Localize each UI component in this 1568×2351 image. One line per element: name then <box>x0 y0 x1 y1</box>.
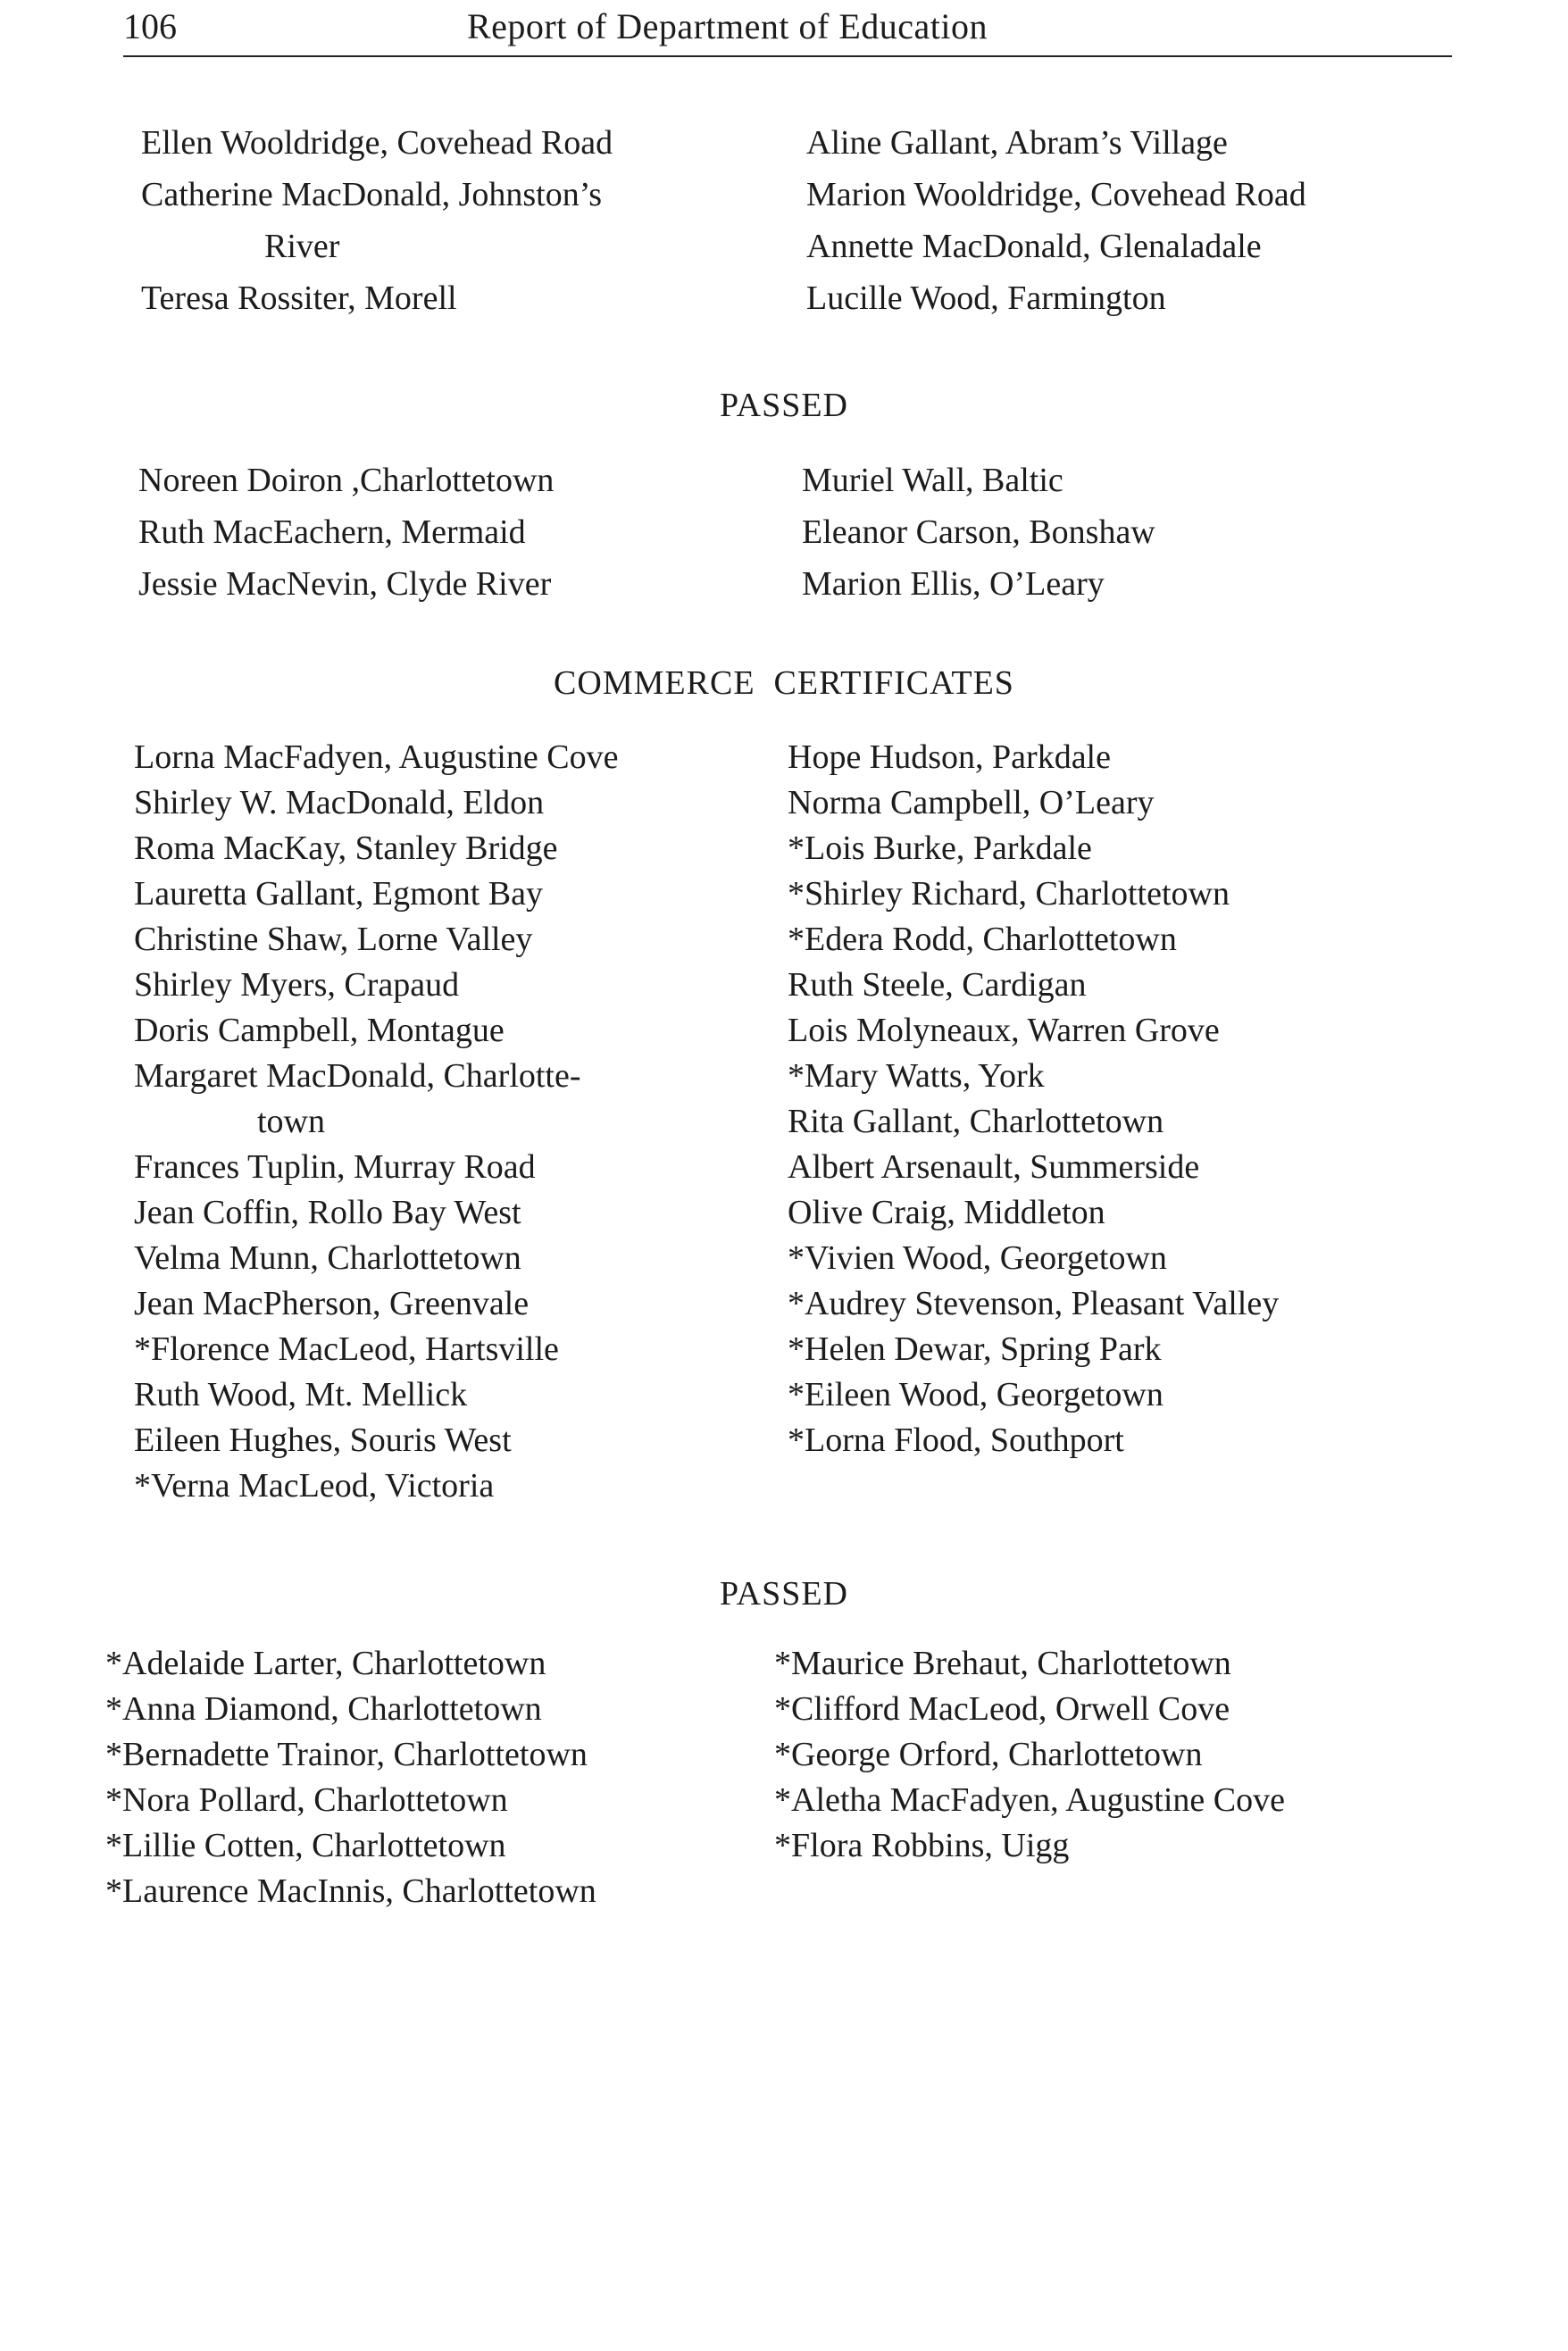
name-entry: Lorna MacFadyen, Augustine Cove <box>134 738 619 776</box>
passed-1-right-column <box>802 454 1155 610</box>
commerce-left-column <box>134 735 618 1509</box>
name-entry: *Audrey Stevenson, Pleasant Valley <box>788 1285 1280 1322</box>
name-entry: Shirley Myers, Crapaud <box>134 966 460 1004</box>
name-entry: *Anna Diamond, Charlottetown <box>105 1690 542 1728</box>
name-entry: Roma MacKay, Stanley Bridge <box>134 830 558 867</box>
name-entry: Ruth MacEachern, Mermaid <box>138 513 526 551</box>
name-entry: Annette MacDonald, Glenaladale <box>806 228 1262 265</box>
name-entry: Frances Tuplin, Murray Road <box>134 1148 536 1186</box>
name-entry: *Laurence MacInnis, Charlottetown <box>105 1872 596 1910</box>
name-entry: Marion Wooldridge, Covehead Road <box>806 176 1306 213</box>
name-entry: Eileen Hughes, Souris West <box>134 1421 512 1459</box>
name-entry: *Adelaide Larter, Charlottetown <box>105 1645 546 1682</box>
top-list-left-column <box>141 117 613 324</box>
name-entry: Lucille Wood, Farmington <box>806 279 1166 317</box>
name-entry: Ruth Wood, Mt. Mellick <box>134 1376 468 1413</box>
name-entry: Rita Gallant, Charlottetown <box>788 1103 1164 1140</box>
name-entry: Lois Molyneaux, Warren Grove <box>788 1012 1220 1049</box>
name-entry: *Edera Rodd, Charlottetown <box>788 921 1177 958</box>
passed-heading-2: PASSED <box>719 1575 848 1613</box>
name-entry: Olive Craig, Middleton <box>788 1194 1105 1231</box>
name-entry: *Bernadette Trainor, Charlottetown <box>105 1736 588 1773</box>
name-entry: Eleanor Carson, Bonshaw <box>802 513 1155 551</box>
name-entry: Ruth Steele, Cardigan <box>788 966 1087 1004</box>
name-entry: Hope Hudson, Parkdale <box>788 738 1111 776</box>
passed-2-right-column <box>774 1641 1285 1869</box>
name-entry: *Flora Robbins, Uigg <box>774 1827 1070 1864</box>
name-entry: *Verna MacLeod, Victoria <box>134 1467 495 1505</box>
passed-1-left-column <box>138 454 554 610</box>
name-entry: *Shirley Richard, Charlottetown <box>788 875 1230 913</box>
name-entry: *Lois Burke, Parkdale <box>788 830 1092 867</box>
name-entry: *Aletha MacFadyen, Augustine Cove <box>774 1781 1286 1819</box>
entry-continuation: town <box>257 1103 325 1140</box>
name-entry: Lauretta Gallant, Egmont Bay <box>134 875 543 913</box>
entry-continuation: River <box>264 228 340 265</box>
name-entry: Christine Shaw, Lorne Valley <box>134 921 533 958</box>
name-entry: Shirley W. MacDonald, Eldon <box>134 784 545 821</box>
name-entry: Doris Campbell, Montague <box>134 1012 505 1049</box>
passed-heading-1: PASSED <box>719 387 848 424</box>
name-entry: Catherine MacDonald, Johnston’s <box>141 176 603 213</box>
name-entry: Teresa Rossiter, Morell <box>141 279 457 317</box>
name-entry: Ellen Wooldridge, Covehead Road <box>141 124 613 162</box>
page-number: 106 <box>123 6 177 46</box>
name-entry: Albert Arsenault, Summerside <box>788 1148 1200 1186</box>
name-entry: *Lorna Flood, Southport <box>788 1421 1124 1459</box>
name-entry: Margaret MacDonald, Charlotte- <box>134 1057 581 1095</box>
name-entry: Velma Munn, Charlottetown <box>134 1239 521 1277</box>
passed-2-left-column <box>105 1641 596 1914</box>
name-entry: *Eileen Wood, Georgetown <box>788 1376 1163 1413</box>
name-entry: *Helen Dewar, Spring Park <box>788 1330 1162 1368</box>
name-entry: *George Orford, Charlottetown <box>774 1736 1203 1773</box>
name-entry: *Clifford MacLeod, Orwell Cove <box>774 1690 1230 1728</box>
name-entry: *Nora Pollard, Charlottetown <box>105 1781 508 1819</box>
name-entry: Aline Gallant, Abram’s Village <box>806 124 1228 162</box>
name-entry: *Florence MacLeod, Hartsville <box>134 1330 559 1368</box>
commerce-certificates-heading: COMMERCE CERTIFICATES <box>554 664 1014 702</box>
name-entry: *Maurice Brehaut, Charlottetown <box>774 1645 1231 1682</box>
name-entry: Norma Campbell, O’Leary <box>788 784 1155 821</box>
name-entry: Muriel Wall, Baltic <box>802 462 1063 499</box>
name-entry: Jean Coffin, Rollo Bay West <box>134 1194 521 1231</box>
name-entry: Noreen Doiron ,Charlottetown <box>138 462 555 499</box>
name-entry: Jean MacPherson, Greenvale <box>134 1285 530 1322</box>
name-entry: Jessie MacNevin, Clyde River <box>138 565 552 603</box>
running-title: Report of Department of Education <box>467 6 988 46</box>
name-entry: Marion Ellis, O’Leary <box>802 565 1105 603</box>
name-entry: *Lillie Cotten, Charlottetown <box>105 1827 506 1864</box>
commerce-right-column <box>788 735 1279 1463</box>
name-entry: *Mary Watts, York <box>788 1057 1045 1095</box>
top-list-right-column <box>806 117 1306 324</box>
name-entry: *Vivien Wood, Georgetown <box>788 1239 1167 1277</box>
page-header <box>123 5 1452 57</box>
